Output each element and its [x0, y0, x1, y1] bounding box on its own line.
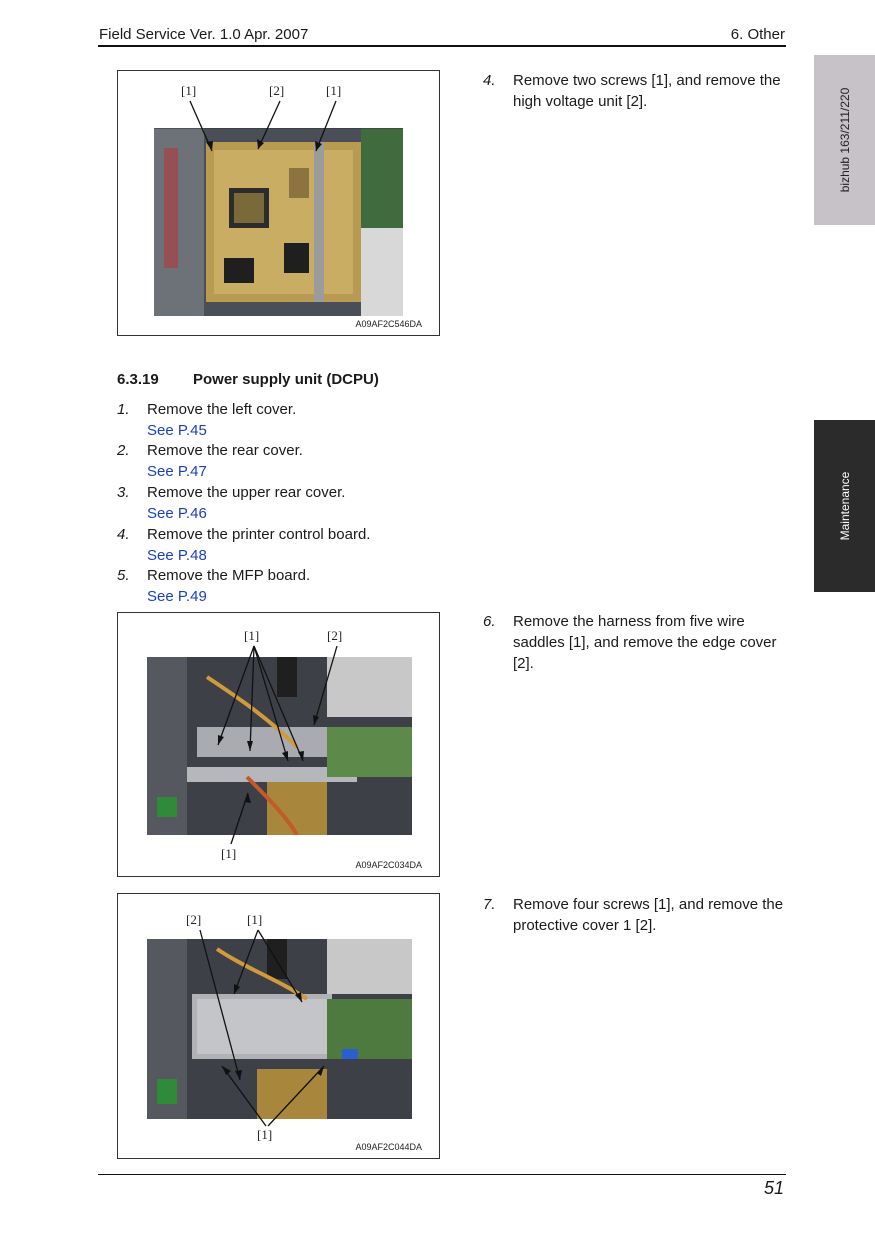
step-text: Remove the rear cover.: [147, 442, 303, 459]
step-number: 6.: [483, 613, 496, 630]
step-number: 2.: [117, 442, 130, 459]
step-text: Remove two screws [1], and remove the high voltage unit [2].: [513, 72, 781, 110]
callout-label: [1]: [181, 83, 197, 98]
section-tab: [814, 420, 875, 592]
callout-arrows: [118, 894, 441, 1160]
see-page-link[interactable]: See P.46: [147, 505, 207, 522]
step-text: Remove the MFP board.: [147, 567, 311, 584]
step-text: Remove the harness from five wire saddles [1], and remove the edge cover [2].: [513, 613, 777, 672]
section-title: Power supply unit (DCPU): [193, 371, 379, 388]
step-number: 3.: [117, 484, 130, 501]
figure-code: A09AF2C546DA: [355, 319, 422, 329]
callout-arrows: [118, 71, 441, 337]
section-tab-label: Maintenance: [837, 471, 852, 541]
step-number: 4.: [483, 72, 496, 89]
header-title: Field Service Ver. 1.0 Apr. 2007: [99, 26, 309, 43]
figure-1: [117, 70, 440, 336]
figure-code: A09AF2C044DA: [355, 1142, 422, 1152]
step-number: 1.: [117, 401, 130, 418]
header-rule: [98, 45, 786, 47]
callout-label: [2]: [269, 83, 285, 98]
model-tab: [814, 55, 875, 225]
callout-arrows: [118, 613, 441, 878]
model-tab-label: bizhub 163/211/220: [837, 87, 852, 193]
see-page-link[interactable]: See P.47: [147, 463, 207, 480]
section-number: 6.3.19: [117, 371, 159, 388]
footer-rule: [98, 1174, 786, 1175]
see-page-link[interactable]: See P.45: [147, 422, 207, 439]
callout-label: [1]: [257, 1127, 273, 1142]
figure-2: [117, 612, 440, 877]
callout-label: [1]: [244, 628, 260, 643]
figure-3: [117, 893, 440, 1159]
figure-code: A09AF2C034DA: [355, 860, 422, 870]
callout-label: [2]: [186, 912, 202, 927]
callout-label: [1]: [247, 912, 263, 927]
header-chapter: 6. Other: [730, 26, 785, 43]
callout-label: [2]: [327, 628, 343, 643]
step-text: Remove the printer control board.: [147, 526, 371, 543]
see-page-link[interactable]: See P.48: [147, 547, 207, 564]
step-number: 5.: [117, 567, 130, 584]
step-number: 7.: [483, 896, 496, 913]
page-number: 51: [763, 1178, 784, 1198]
callout-label: [1]: [221, 846, 237, 861]
step-text: Remove the left cover.: [147, 401, 297, 418]
step-text: Remove the upper rear cover.: [147, 484, 346, 501]
step-text: Remove four screws [1], and remove the protective cover 1 [2].: [513, 896, 784, 934]
callout-label: [1]: [326, 83, 342, 98]
step-number: 4.: [117, 526, 130, 543]
section-heading: [117, 371, 379, 388]
see-page-link[interactable]: See P.49: [147, 588, 207, 605]
